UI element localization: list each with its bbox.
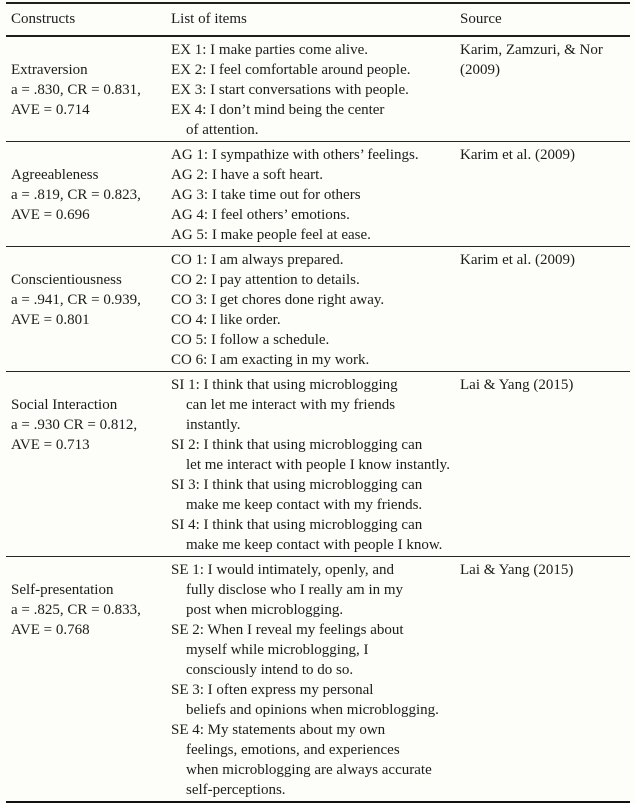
questionnaire-item (171, 375, 460, 435)
item-line: EX 1: I make parties come alive. (171, 42, 369, 58)
item-line: fully disclose who I really am in my (186, 582, 404, 598)
questionnaire-item (171, 205, 460, 225)
column-header-source: Source (460, 11, 502, 27)
questionnaire-item (171, 515, 460, 555)
item-line: myself while microblogging, I (186, 642, 369, 658)
item-line: SI 3: I think that using microblogging can (171, 477, 423, 493)
item-line: EX 4: I don’t mind being the center (171, 102, 385, 118)
construct-stat-line: AVE = 0.696 (11, 207, 90, 223)
table-section-row (6, 246, 630, 371)
questionnaire-item (171, 60, 460, 80)
questionnaire-item (171, 100, 460, 140)
construct-name: Agreeableness (11, 167, 99, 183)
item-line: consciously intend to do so. (186, 662, 354, 678)
items-cell (171, 375, 460, 555)
questionnaire-item (171, 145, 460, 165)
source-cell (460, 145, 630, 245)
item-line: CO 6: I am exacting in my work. (171, 352, 370, 368)
construct-stat-line: AVE = 0.714 (11, 102, 90, 118)
source-cell (460, 250, 630, 370)
construct-stat-line: a = .941, CR = 0.939, (11, 292, 141, 308)
questionnaire-item (171, 475, 460, 515)
construct-name: Self-presentation (11, 582, 114, 598)
source-cell (460, 375, 630, 555)
questionnaire-item (171, 310, 460, 330)
table-section-row (6, 371, 630, 556)
questionnaire-item (171, 620, 460, 680)
construct-cell (6, 250, 171, 370)
questionnaire-item (171, 330, 460, 350)
item-line: CO 3: I get chores done right away. (171, 292, 385, 308)
items-cell (171, 250, 460, 370)
questionnaire-item (171, 560, 460, 620)
item-line: SI 1: I think that using microblogging (171, 377, 398, 393)
items-cell (171, 560, 460, 800)
column-header-constructs: Constructs (11, 11, 76, 27)
construct-name: Conscientiousness (11, 272, 122, 288)
item-line: instantly. (186, 417, 241, 433)
questionnaire-item (171, 435, 460, 475)
table-section-row (6, 37, 630, 141)
construct-stat-line: AVE = 0.713 (11, 437, 90, 453)
source-text: (2009) (460, 62, 500, 78)
source-text: Lai & Yang (2015) (460, 377, 574, 393)
construct-cell (6, 560, 171, 800)
source-cell (460, 560, 630, 800)
questionnaire-item (171, 165, 460, 185)
item-line: CO 1: I am always prepared. (171, 252, 344, 268)
questionnaire-item (171, 350, 460, 370)
item-line: CO 4: I like order. (171, 312, 281, 328)
construct-cell (6, 375, 171, 555)
table-header-row (6, 4, 630, 37)
questionnaire-item (171, 250, 460, 270)
item-line: of attention. (186, 122, 259, 138)
questionnaire-item (171, 720, 460, 800)
item-line: AG 4: I feel others’ emotions. (171, 207, 350, 223)
construct-stat-line: a = .819, CR = 0.823, (11, 187, 141, 203)
item-line: beliefs and opinions when microblogging. (186, 702, 439, 718)
construct-cell (6, 145, 171, 245)
questionnaire-item (171, 40, 460, 60)
constructs-table (6, 2, 630, 803)
item-line: can let me interact with my friends (186, 397, 396, 413)
item-line: EX 2: I feel comfortable around people. (171, 62, 411, 78)
construct-stat-line: a = .930 CR = 0.812, (11, 417, 138, 433)
source-text: Karim et al. (2009) (460, 147, 575, 163)
table-sections (6, 37, 630, 801)
construct-stat-line: AVE = 0.768 (11, 622, 90, 638)
item-line: AG 1: I sympathize with others’ feelings. (171, 147, 419, 163)
questionnaire-item (171, 680, 460, 720)
item-line: self-perceptions. (186, 782, 286, 798)
item-line: AG 5: I make people feel at ease. (171, 227, 371, 243)
source-text: Karim, Zamzuri, & Nor (460, 42, 603, 58)
item-line: SE 3: I often express my personal (171, 682, 374, 698)
item-line: post when microblogging. (186, 602, 344, 618)
questionnaire-item (171, 185, 460, 205)
item-line: SE 1: I would intimately, openly, and (171, 562, 395, 578)
source-text: Lai & Yang (2015) (460, 562, 574, 578)
table-section-row (6, 141, 630, 246)
item-line: AG 2: I have a soft heart. (171, 167, 324, 183)
items-cell (171, 40, 460, 140)
questionnaire-item (171, 80, 460, 100)
source-text: Karim et al. (2009) (460, 252, 575, 268)
item-line: SI 4: I think that using microblogging can (171, 517, 423, 533)
item-line: make me keep contact with people I know. (186, 537, 443, 553)
column-header-list-of-items: List of items (171, 11, 247, 27)
item-line: SE 2: When I reveal my feelings about (171, 622, 404, 638)
item-line: when microblogging are always accurate (186, 762, 432, 778)
item-line: let me interact with people I know instantly. (186, 457, 450, 473)
construct-name: Social Interaction (11, 397, 118, 413)
item-line: CO 2: I pay attention to details. (171, 272, 360, 288)
table-section-row (6, 556, 630, 801)
item-line: AG 3: I take time out for others (171, 187, 361, 203)
questionnaire-item (171, 290, 460, 310)
item-line: CO 5: I follow a schedule. (171, 332, 330, 348)
item-line: EX 3: I start conversations with people. (171, 82, 409, 98)
construct-stat-line: AVE = 0.801 (11, 312, 90, 328)
item-line: SE 4: My statements about my own (171, 722, 386, 738)
construct-stat-line: a = .830, CR = 0.831, (11, 82, 141, 98)
item-line: SI 2: I think that using microblogging can (171, 437, 423, 453)
construct-stat-line: a = .825, CR = 0.833, (11, 602, 141, 618)
questionnaire-item (171, 270, 460, 290)
construct-cell (6, 40, 171, 140)
construct-name: Extraversion (11, 62, 88, 78)
item-line: make me keep contact with my friends. (186, 497, 423, 513)
questionnaire-item (171, 225, 460, 245)
items-cell (171, 145, 460, 245)
item-line: feelings, emotions, and experiences (186, 742, 400, 758)
source-cell (460, 40, 630, 140)
